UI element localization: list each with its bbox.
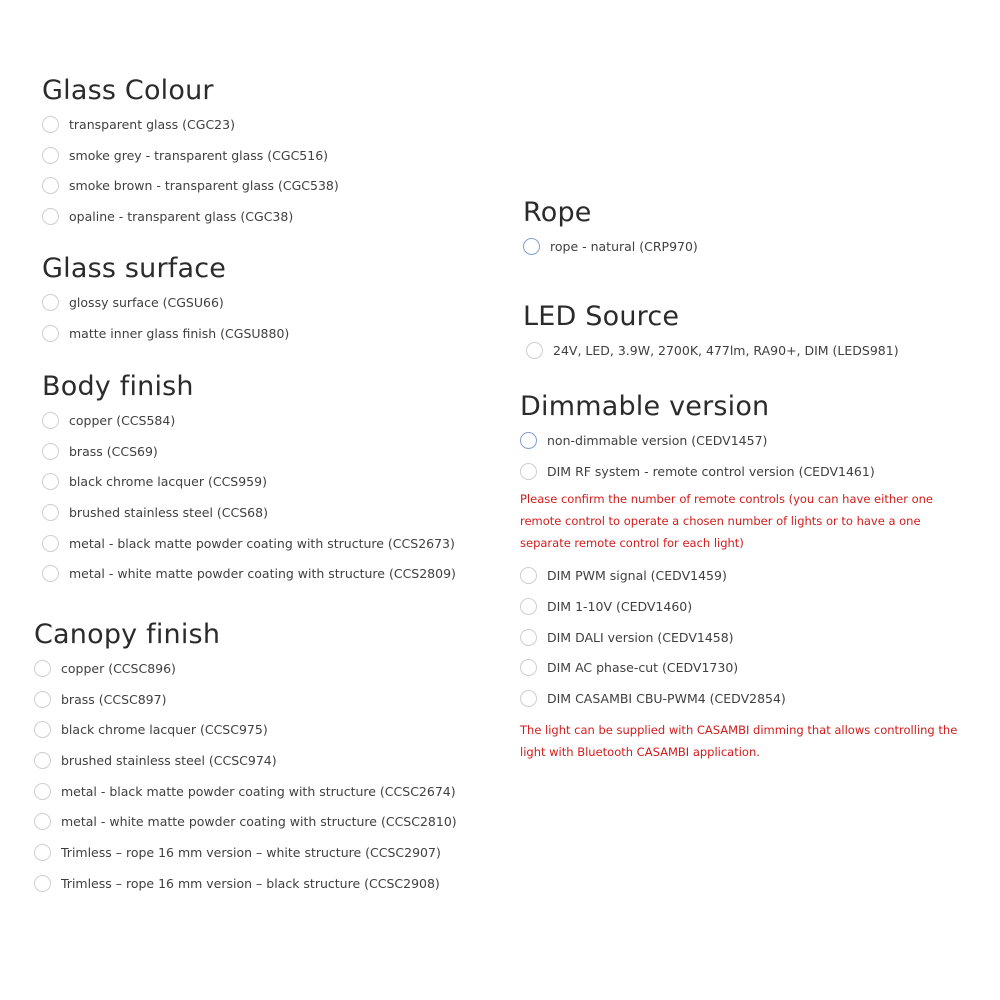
- radio-button[interactable]: [42, 504, 59, 521]
- radio-button[interactable]: [520, 432, 537, 449]
- canopy-finish-options: [34, 653, 457, 899]
- dimmable-option[interactable]: [520, 560, 970, 591]
- radio-button[interactable]: [34, 660, 51, 677]
- radio-button[interactable]: [42, 325, 59, 342]
- option-label: metal - black matte powder coating with structure (CCS2673): [69, 535, 455, 551]
- radio-button[interactable]: [520, 690, 537, 707]
- option-label: DIM AC phase-cut (CEDV1730): [547, 660, 739, 676]
- dimmable-option[interactable]: [520, 683, 970, 714]
- option-label: smoke grey - transparent glass (CGC516): [69, 147, 329, 163]
- glass-colour-option[interactable]: [42, 170, 339, 201]
- canopy-finish-option[interactable]: [34, 653, 457, 684]
- option-label: black chrome lacquer (CCSC975): [61, 722, 268, 738]
- dimmable-version-title: Dimmable version: [520, 391, 770, 422]
- option-label: matte inner glass finish (CGSU880): [69, 325, 290, 341]
- option-label: black chrome lacquer (CCS959): [69, 474, 267, 490]
- dimmable-option[interactable]: [520, 653, 970, 684]
- radio-button[interactable]: [42, 116, 59, 133]
- glass-colour-title: Glass Colour: [42, 75, 214, 106]
- glass-surface-section: [42, 254, 289, 348]
- body-finish-option[interactable]: [42, 405, 456, 436]
- casambi-note: The light can be supplied with CASAMBI dimming that allows controlling the light with Bluetooth CASAMBI application.: [520, 722, 958, 759]
- glass-colour-option[interactable]: [42, 109, 339, 140]
- body-finish-option[interactable]: [42, 497, 456, 528]
- radio-button[interactable]: [42, 565, 59, 582]
- option-label: brushed stainless steel (CCS68): [69, 504, 268, 520]
- body-finish-option[interactable]: [42, 528, 456, 559]
- canopy-finish-option[interactable]: [34, 745, 457, 776]
- option-label: Trimless – rope 16 mm version – white structure (CCSC2907): [61, 844, 441, 860]
- option-label: DIM 1-10V (CEDV1460): [547, 599, 693, 615]
- dimmable-option[interactable]: [520, 622, 970, 653]
- glass-colour-section: [42, 76, 339, 232]
- rope-section: [523, 198, 698, 262]
- radio-button[interactable]: [42, 177, 59, 194]
- glass-colour-option[interactable]: [42, 201, 339, 232]
- led-source-title: LED Source: [523, 301, 680, 332]
- canopy-finish-option[interactable]: [34, 806, 457, 837]
- option-label: metal - white matte powder coating with structure (CCS2809): [69, 566, 456, 582]
- radio-button[interactable]: [42, 147, 59, 164]
- body-finish-option[interactable]: [42, 436, 456, 467]
- body-finish-option[interactable]: [42, 558, 456, 589]
- option-label: non-dimmable version (CEDV1457): [547, 432, 768, 448]
- option-label: DIM RF system - remote control version (CEDV1461): [547, 463, 875, 479]
- body-finish-options: [42, 405, 456, 589]
- body-finish-title: Body finish: [42, 371, 194, 402]
- dimmable-version-section: [520, 392, 970, 769]
- option-label: 24V, LED, 3.9W, 2700K, 477lm, RA90+, DIM (LEDS981): [553, 342, 899, 358]
- glass-colour-options: [42, 109, 339, 232]
- radio-button[interactable]: [34, 752, 51, 769]
- radio-button[interactable]: [520, 567, 537, 584]
- canopy-finish-section: [34, 620, 457, 899]
- radio-button[interactable]: [523, 238, 540, 255]
- radio-button[interactable]: [42, 473, 59, 490]
- option-label: copper (CCSC896): [61, 660, 176, 676]
- glass-surface-options: [42, 287, 289, 348]
- option-label: metal - black matte powder coating with structure (CCSC2674): [61, 783, 456, 799]
- radio-button[interactable]: [42, 443, 59, 460]
- option-label: DIM PWM signal (CEDV1459): [547, 568, 727, 584]
- option-label: metal - white matte powder coating with structure (CCSC2810): [61, 814, 457, 830]
- radio-button[interactable]: [520, 598, 537, 615]
- radio-button[interactable]: [34, 844, 51, 861]
- glass-surface-option[interactable]: [42, 318, 289, 349]
- radio-button[interactable]: [34, 783, 51, 800]
- dimmable-option[interactable]: [520, 425, 970, 456]
- option-label: DIM DALI version (CEDV1458): [547, 629, 734, 645]
- glass-surface-option[interactable]: [42, 287, 289, 318]
- dimmable-option[interactable]: [520, 591, 970, 622]
- option-label: smoke brown - transparent glass (CGC538): [69, 178, 339, 194]
- radio-button[interactable]: [34, 721, 51, 738]
- canopy-finish-option[interactable]: [34, 684, 457, 715]
- remote-control-note: Please confirm the number of remote controls (you can have either one remote control to operate a chosen number of lights or to have a one separate remote control for each light): [520, 492, 933, 550]
- option-label: DIM CASAMBI CBU-PWM4 (CEDV2854): [547, 691, 786, 707]
- body-finish-section: [42, 372, 456, 589]
- option-label: copper (CCS584): [69, 412, 176, 428]
- canopy-finish-option[interactable]: [34, 868, 457, 899]
- radio-button[interactable]: [34, 813, 51, 830]
- radio-button[interactable]: [42, 412, 59, 429]
- option-label: rope - natural (CRP970): [550, 238, 698, 254]
- option-label: brass (CCSC897): [61, 691, 167, 707]
- option-label: glossy surface (CGSU66): [69, 294, 224, 310]
- option-label: transparent glass (CGC23): [69, 116, 235, 132]
- option-label: brushed stainless steel (CCSC974): [61, 752, 277, 768]
- rope-title: Rope: [523, 197, 592, 228]
- rope-options: [523, 231, 698, 262]
- radio-button[interactable]: [526, 342, 543, 359]
- canopy-finish-option[interactable]: [34, 776, 457, 807]
- radio-button[interactable]: [520, 463, 537, 480]
- radio-button[interactable]: [34, 875, 51, 892]
- glass-colour-option[interactable]: [42, 140, 339, 171]
- dimmable-option[interactable]: [520, 456, 970, 487]
- led-source-options: [523, 335, 899, 366]
- canopy-finish-option[interactable]: [34, 714, 457, 745]
- dimmable-version-options: [520, 425, 970, 763]
- led-source-section: [523, 302, 899, 366]
- radio-button[interactable]: [42, 294, 59, 311]
- radio-button[interactable]: [34, 691, 51, 708]
- rope-option[interactable]: [523, 231, 698, 262]
- option-label: brass (CCS69): [69, 443, 158, 459]
- glass-surface-title: Glass surface: [42, 253, 227, 284]
- radio-button[interactable]: [520, 629, 537, 646]
- canopy-finish-option[interactable]: [34, 837, 457, 868]
- canopy-finish-title: Canopy finish: [34, 619, 221, 650]
- option-label: Trimless – rope 16 mm version – black structure (CCSC2908): [61, 875, 440, 891]
- option-label: opaline - transparent glass (CGC38): [69, 208, 294, 224]
- radio-button[interactable]: [42, 208, 59, 225]
- radio-button[interactable]: [520, 659, 537, 676]
- body-finish-option[interactable]: [42, 466, 456, 497]
- led-source-option[interactable]: [523, 335, 899, 366]
- radio-button[interactable]: [42, 535, 59, 552]
